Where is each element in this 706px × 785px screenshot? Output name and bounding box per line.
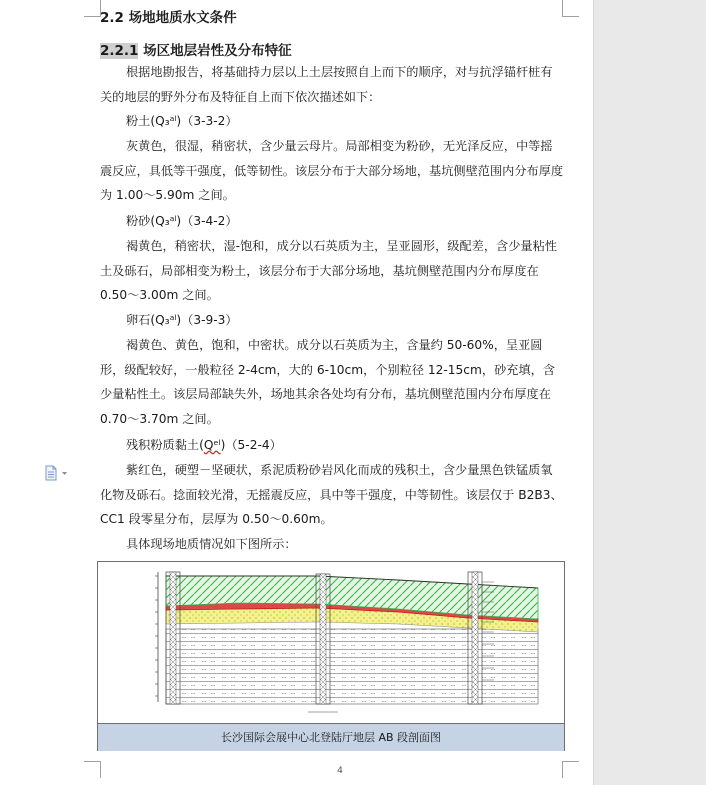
- layer-label-clay: 残积粉质黏土(Qᵉˡ)（5-2-4）: [126, 438, 282, 452]
- window-gutter: [593, 0, 706, 785]
- layer-desc-silt: 灰黄色，很湿，稍密状，含少量云母片。局部相变为粉砂，无光泽反应，中等摇震反应，具低等干强度，低等韧性。该层分布于大部分场地，基坑侧壁范围内分布厚度为 1.00～5.90m 之间。: [100, 139, 564, 202]
- page-corner-mark: [562, 761, 579, 778]
- layer-label-gravel: 卵石(Q₃ᵃˡ)（3-9-3）: [126, 313, 238, 327]
- section-heading: 2.2 场地地质水文条件: [100, 10, 237, 26]
- subsection-heading: [100, 39, 292, 59]
- intro-paragraph: 根据地勘报告，将基础持力层以上土层按照自上而下的顺序，对与抗浮锚杆桩有关的地层的野外分布及特征自上而下依次描述如下：: [100, 65, 553, 104]
- layer-desc-gravel: 褐黄色、黄色，饱和，中密状。成分以石英质为主，含量约 50-60%，呈亚圆形，级配较好，一般粒径 2-4cm，大的 6-10cm，个别粒径 12-15cm，砂充填，含少量粘性土。该层局部缺失外，场地其余各处均有分布，基坑侧壁范围内分布厚度在 0.70～3.70m 之间。: [100, 338, 556, 426]
- page-corner-mark: [84, 0, 101, 17]
- dropdown-caret-icon: [62, 472, 67, 475]
- page-corner-mark: [562, 0, 579, 17]
- figure-caption: 长沙国际会展中心北登陆厅地层 AB 段剖面图: [98, 723, 564, 751]
- geology-section-figure[interactable]: [97, 561, 565, 751]
- layer-desc-clay: 紫红色，硬塑－坚硬状，系泥质粉砂岩风化而成的残积土，含少量黑色铁锰质氧化物及砾石。捻面较光滑，无摇震反应，具中等干强度，中等韧性。该层仅于 B2B3、CC1 段零星分布，层厚为 0.50～0.60m。: [100, 463, 563, 526]
- geology-section-drawing: [98, 562, 564, 723]
- subsection-title: 场区地层岩性及分布特征: [138, 43, 292, 59]
- document-icon[interactable]: [44, 465, 70, 481]
- subsection-number: 2.2.1: [100, 43, 139, 59]
- figure-intro: 具体现场地质情况如下图所示：: [126, 537, 297, 551]
- layer-desc-sand: 褐黄色，稍密状，湿-饱和，成分以石英质为主，呈亚圆形，级配差，含少量粘性土及砾石，局部相变为粉土，该层分布于大部分场地，基坑侧壁范围内分布厚度在 0.50～3.00m 之间。: [100, 239, 557, 302]
- page-number: 4: [337, 766, 343, 776]
- layer-label-silt: 粉土(Q₃ᵃˡ)（3-3-2）: [126, 114, 238, 128]
- page-corner-mark: [84, 761, 101, 778]
- layer-label-sand: 粉砂(Q₃ᵃˡ)（3-4-2）: [126, 214, 238, 228]
- document-icon-graphic: [44, 465, 70, 481]
